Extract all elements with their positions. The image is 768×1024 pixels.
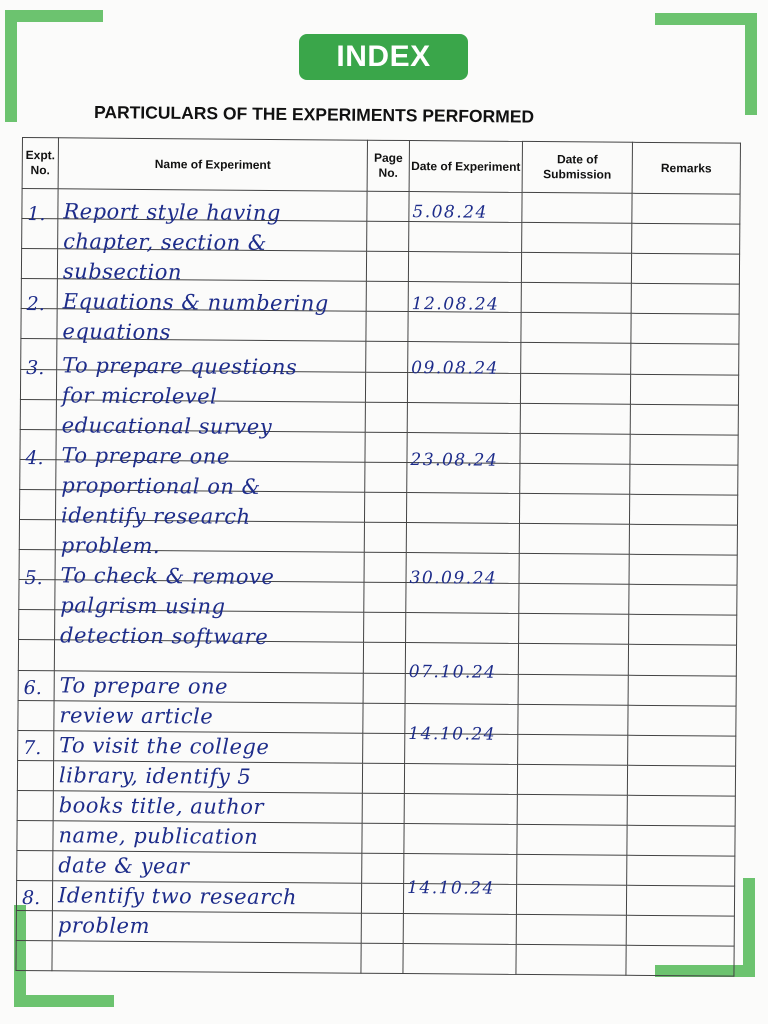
table-cell — [631, 253, 739, 284]
table-cell — [367, 221, 409, 251]
index-badge: INDEX — [299, 34, 468, 80]
table-cell — [627, 765, 735, 796]
experiments-table-sheet — [15, 137, 739, 973]
table-cell — [17, 790, 53, 820]
entry-number: 4. — [25, 447, 44, 470]
table-cell — [20, 399, 56, 429]
table-cell — [517, 794, 627, 825]
table-cell — [521, 343, 631, 374]
entry-line: subsection — [62, 259, 183, 285]
table-cell — [19, 610, 55, 640]
table-cell — [16, 911, 52, 941]
table-cell — [364, 613, 406, 643]
table-cell — [518, 674, 628, 705]
table-cell — [364, 582, 406, 612]
table-cell — [628, 705, 736, 736]
table-cell — [17, 820, 53, 850]
table-cell — [367, 191, 409, 221]
entry-line: detection software — [59, 623, 269, 649]
entry-date: 07.10.24 — [408, 662, 497, 683]
table-cell — [628, 645, 736, 676]
entry-date: 14.10.24 — [407, 878, 495, 899]
table-cell — [517, 824, 627, 855]
table-cell — [363, 733, 405, 763]
table-cell — [632, 193, 740, 224]
table-row — [16, 941, 734, 977]
entry-date: 12.08.24 — [411, 294, 500, 315]
table-cell — [521, 313, 631, 344]
table-cell — [404, 763, 517, 794]
table-cell — [365, 402, 407, 432]
table-cell — [18, 700, 54, 730]
table-cell — [519, 614, 629, 645]
table-cell — [627, 825, 735, 856]
table-cell — [520, 403, 630, 434]
table-cell — [629, 554, 737, 585]
column-header-date-of-experiment: Date of Experiment — [409, 141, 522, 193]
column-header-remarks: Remarks — [632, 142, 740, 194]
table-cell — [518, 734, 628, 765]
table-cell — [629, 584, 737, 615]
table-cell — [627, 795, 735, 826]
table-cell — [365, 432, 407, 462]
table-cell — [364, 522, 406, 552]
table-cell — [626, 885, 734, 916]
table-cell — [408, 312, 521, 343]
entry-date: 09.08.24 — [411, 358, 499, 379]
column-header-name: Name of Experiment — [58, 138, 367, 191]
table-cell — [365, 372, 407, 402]
table-cell — [17, 760, 53, 790]
table-cell — [628, 675, 736, 706]
corner-bracket-top-left — [5, 10, 103, 22]
table-cell — [403, 944, 516, 975]
table-cell — [631, 284, 739, 315]
table-cell — [629, 524, 737, 555]
table-cell — [361, 913, 403, 943]
table-cell — [406, 492, 519, 523]
table-cell — [520, 373, 630, 404]
table-cell — [21, 249, 57, 279]
table-cell — [516, 915, 626, 946]
table-cell — [364, 552, 406, 582]
table-cell — [630, 404, 738, 435]
column-header-page-no: Page No. — [367, 140, 409, 191]
column-header-date-of-submission: Date of Submission — [522, 141, 632, 193]
table-cell — [366, 281, 408, 311]
entry-number: 8. — [21, 887, 41, 910]
table-cell — [17, 851, 53, 881]
table-cell — [629, 494, 737, 525]
table-cell — [629, 615, 737, 646]
entry-date: 5.08.24 — [412, 202, 488, 223]
table-cell — [362, 763, 404, 793]
entry-line: problem — [57, 913, 151, 939]
table-header-row — [22, 138, 740, 195]
entry-line: review article — [59, 703, 214, 729]
entry-line: equations — [62, 319, 172, 345]
table-cell — [362, 793, 404, 823]
table-cell — [366, 342, 408, 372]
table-cell — [518, 704, 628, 735]
table-cell — [407, 402, 520, 433]
table-cell — [631, 314, 739, 345]
corner-bracket-top-left-vertical — [5, 10, 17, 122]
entry-line: To prepare questions — [62, 353, 298, 380]
corner-bracket-top-right — [655, 13, 757, 25]
table-cell — [519, 493, 629, 524]
table-cell — [630, 464, 738, 495]
entry-line: books title, author — [58, 793, 265, 819]
table-cell — [519, 554, 629, 585]
table-cell — [519, 523, 629, 554]
entry-line: identify research — [60, 503, 251, 529]
corner-bracket-bottom-right-vertical — [743, 878, 755, 977]
entry-date: 30.09.24 — [409, 568, 498, 589]
table-cell — [16, 941, 52, 971]
table-cell — [403, 914, 516, 945]
table-cell — [632, 223, 740, 254]
table-cell — [631, 344, 739, 375]
entry-number: 5. — [24, 567, 43, 590]
table-cell — [364, 492, 406, 522]
table-cell — [363, 643, 405, 673]
table-cell — [522, 192, 632, 223]
corner-bracket-bottom-left — [14, 995, 114, 1007]
table-cell — [630, 374, 738, 405]
entry-line: To check & remove — [60, 563, 275, 589]
table-cell — [363, 703, 405, 733]
table-cell — [409, 222, 522, 253]
table-cell — [406, 613, 519, 644]
table-cell — [19, 489, 55, 519]
table-cell — [362, 853, 404, 883]
entry-line: problem. — [60, 533, 161, 559]
entry-line: name, publication — [58, 823, 259, 849]
table-cell — [626, 916, 734, 947]
table-cell — [18, 640, 54, 670]
entry-line: chapter, section & — [63, 229, 268, 255]
corner-bracket-top-right-vertical — [745, 13, 757, 115]
table-cell — [628, 735, 736, 766]
entry-date: 23.08.24 — [410, 450, 499, 471]
table-cell — [361, 883, 403, 913]
entry-line: educational survey — [61, 413, 273, 439]
table-cell — [362, 823, 404, 853]
page-subtitle: PARTICULARS OF THE EXPERIMENTS PERFORMED — [93, 102, 535, 127]
table-cell — [627, 855, 735, 886]
table-cell — [365, 462, 407, 492]
entry-line: date & year — [58, 853, 190, 879]
table-cell — [363, 673, 405, 703]
entry-line: Identify two research — [57, 883, 298, 910]
table-cell — [518, 644, 628, 675]
table-cell — [522, 223, 632, 254]
entry-line: To prepare one — [59, 673, 229, 699]
entry-number: 3. — [26, 357, 45, 380]
table-cell — [361, 944, 403, 974]
table-cell — [521, 253, 631, 284]
table-cell — [516, 945, 626, 976]
entry-line: palgrism using — [60, 593, 226, 619]
table-cell — [516, 885, 626, 916]
entry-line: for microlevel — [61, 383, 218, 409]
entry-line: To visit the college — [59, 733, 270, 759]
entry-line: library, identify 5 — [58, 763, 252, 789]
table-cell — [626, 946, 734, 977]
table-cell — [366, 312, 408, 342]
table-cell — [630, 434, 738, 465]
entry-date: 14.10.24 — [408, 724, 497, 745]
entry-line: To prepare one — [61, 443, 230, 469]
table-cell — [521, 283, 631, 314]
table-cell — [404, 793, 517, 824]
entry-line: Report style having — [63, 199, 281, 226]
table-cell — [404, 823, 517, 854]
table-cell — [520, 433, 630, 464]
entry-number: 6. — [23, 677, 42, 700]
table-cell — [366, 251, 408, 281]
entry-number: 1. — [27, 203, 46, 226]
entry-number: 2. — [26, 293, 45, 316]
table-cell — [517, 854, 627, 885]
column-header-expt-no: Expt. No. — [22, 138, 58, 189]
table-cell — [52, 941, 361, 974]
entry-line: proportional on & — [61, 473, 261, 499]
entry-number: 7. — [23, 737, 42, 760]
table-cell — [520, 463, 630, 494]
table-cell — [408, 252, 521, 283]
entry-line: Equations & numbering — [62, 289, 329, 316]
table-cell — [519, 584, 629, 615]
table-cell — [517, 764, 627, 795]
table-cell — [406, 523, 519, 554]
table-cell — [19, 520, 55, 550]
